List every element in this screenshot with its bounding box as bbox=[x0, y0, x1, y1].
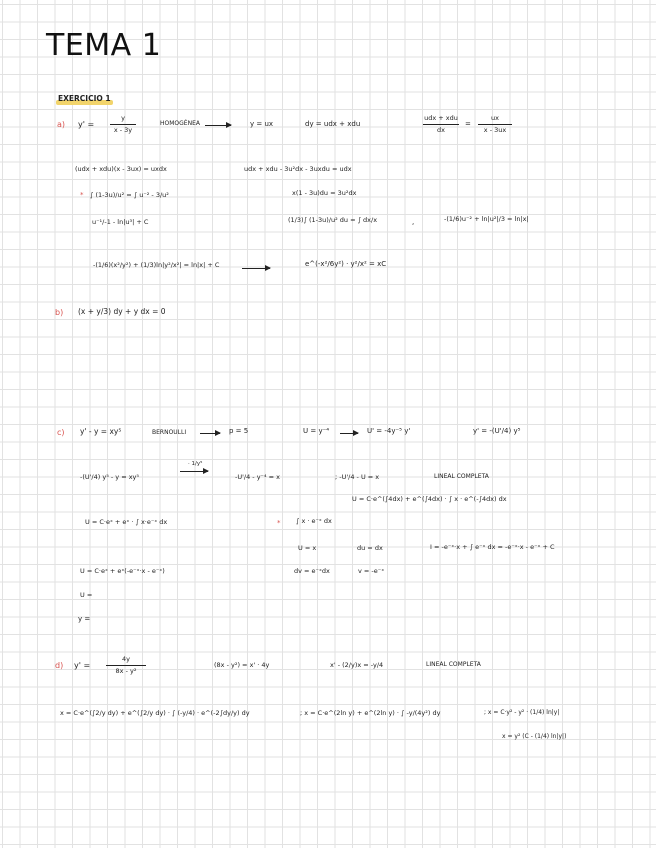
c-line-5-v: v = -e⁻ˣ bbox=[358, 567, 385, 575]
d-fraction bbox=[106, 656, 146, 674]
a-fraction-3-numerator: ux bbox=[491, 114, 499, 122]
exercise-title: EXERCICIO 1 bbox=[58, 94, 111, 103]
c-linear-tag: LINEAL COMPLETA bbox=[434, 473, 489, 480]
a-substitution: y = ux bbox=[250, 120, 274, 128]
c-line-2-left: -(U'/4) y⁵ - y = xy⁵ bbox=[80, 473, 140, 481]
item-label-a: a) bbox=[57, 120, 66, 129]
a-line-2-right: udx + xdu - 3u²dx - 3uxdu = udx bbox=[244, 165, 352, 173]
item-label-b: b) bbox=[55, 308, 64, 317]
c-line-2-solution: U = C·e^(∫4dx) + e^(∫4dx) · ∫ x · e^(-∫4dx) dx bbox=[352, 495, 507, 503]
a-line-3-left: ∫ (1-3u)/u² = ∫ u⁻² - 3/u² bbox=[90, 191, 169, 199]
a-line-4-left: u⁻¹/-1 - ln|u³| + C bbox=[92, 218, 149, 226]
a-line-4-right: -(1/6)u⁻² + ln|u²|/3 = ln|x| bbox=[444, 215, 529, 223]
c-substitution: U = y⁻⁴ bbox=[303, 427, 330, 435]
d-linear-tag: LINEAL COMPLETA bbox=[426, 661, 481, 668]
c-line-5-left: U = C·eˣ + eˣ(-e⁻ˣ·x - e⁻ˣ) bbox=[80, 567, 165, 575]
d-line-1-middle: (8x - y²) = x' · 4y bbox=[214, 661, 270, 669]
d-fraction-denominator: 8x - y² bbox=[115, 666, 137, 675]
c-line-4-integral: I = -e⁻ˣ·x + ∫ e⁻ˣ dx = -e⁻ˣ·x - e⁻ˣ + C bbox=[430, 543, 555, 551]
d-line-1-right: x' - (2/y)x = -y/4 bbox=[330, 661, 384, 669]
c-line-7: y = bbox=[78, 615, 91, 623]
a-line-3-right: x(1 - 3u)du = 3u²dx bbox=[292, 189, 357, 197]
d-fraction-numerator: 4y bbox=[122, 655, 130, 663]
a-homogeneous-tag: HOMOGÉNEA bbox=[160, 120, 200, 127]
arrow-icon bbox=[340, 433, 358, 434]
b-equation: (x + y/3) dy + y dx = 0 bbox=[78, 307, 166, 316]
a-line-5-left: -(1/6)(x²/y²) + (1/3)ln|y²/x²| = ln|x| + C bbox=[93, 261, 220, 269]
d-line-2-right: ; x = C·y² - y² · (1/4) ln|y| bbox=[484, 709, 560, 716]
a-fraction-1 bbox=[110, 115, 136, 133]
a-fraction-1-denominator: x - 3y bbox=[113, 125, 133, 134]
d-equation: y' = bbox=[74, 661, 91, 670]
star-mark: * bbox=[80, 191, 84, 199]
item-label-c: c) bbox=[57, 428, 65, 437]
a-line-2-left: (udx + xdu)(x - 3ux) = uxdx bbox=[75, 165, 167, 173]
c-p-value: p = 5 bbox=[229, 427, 249, 435]
a-line-4-middle: (1/3)∫ (1-3u)/u² du = ∫ dx/x bbox=[288, 216, 378, 224]
arrow-icon bbox=[205, 125, 231, 126]
a-equals: = bbox=[465, 120, 471, 128]
a-fraction-1-numerator: y bbox=[121, 114, 125, 122]
c-line-2-middle: -U'/4 - y⁻⁴ = x bbox=[235, 473, 281, 481]
c-bernoulli-tag: BERNOULLI bbox=[152, 429, 187, 436]
c-line-2-annotation: · 1/y⁵ bbox=[188, 461, 203, 467]
a-line-5-right: e^(-x²/6y²) · y²/x² = xC bbox=[305, 260, 387, 268]
d-line-3: x = y² (C - (1/4) ln|y|) bbox=[502, 733, 567, 740]
arrow-icon bbox=[200, 433, 220, 434]
page-title: TEMA 1 bbox=[46, 28, 162, 63]
a-differential: dy = udx + xdu bbox=[305, 120, 361, 128]
item-label-d: d) bbox=[55, 661, 64, 670]
d-line-2-middle: ; x = C·e^(2ln y) + e^(2ln y) · ∫ -y/(4y²) dy bbox=[300, 709, 441, 717]
exercise-heading bbox=[58, 94, 111, 103]
arrow-icon bbox=[180, 471, 208, 472]
c-asterisk-mark: * bbox=[277, 519, 281, 527]
c-y-derivative: y' = -(U'/4) y⁵ bbox=[473, 427, 521, 435]
c-line-4-u: U = x bbox=[298, 544, 317, 552]
a-equation: y' = bbox=[78, 120, 95, 129]
c-line-3-left: U = C·eˣ + eˣ · ∫ x·e⁻ˣ dx bbox=[85, 518, 168, 526]
c-line-4-du: du = dx bbox=[357, 544, 383, 552]
c-equation: y' - y = xy⁵ bbox=[80, 427, 122, 436]
a-fraction-2-denominator: dx bbox=[437, 125, 445, 134]
c-line-3-right: ∫ x · e⁻ˣ dx bbox=[296, 517, 332, 525]
a-fraction-2-numerator: udx + xdu bbox=[424, 114, 458, 122]
a-fraction-2 bbox=[423, 115, 459, 133]
arrow-icon bbox=[242, 268, 270, 269]
c-line-2-right: ; -U'/4 - U = x bbox=[335, 473, 380, 481]
a-fraction-3 bbox=[478, 115, 512, 133]
a-comma: , bbox=[412, 218, 415, 226]
d-line-2-left: x = C·e^(∫2/y dy) + e^(∫2/y dy) · ∫ (-y/4) · e^(-2∫dy/y) dy bbox=[60, 709, 250, 717]
c-u-derivative: U' = -4y⁻⁵ y' bbox=[367, 427, 411, 435]
a-fraction-3-denominator: x - 3ux bbox=[483, 125, 507, 134]
c-line-5-dv: dv = e⁻ˣdx bbox=[294, 567, 330, 575]
c-line-6: U = bbox=[80, 591, 93, 599]
